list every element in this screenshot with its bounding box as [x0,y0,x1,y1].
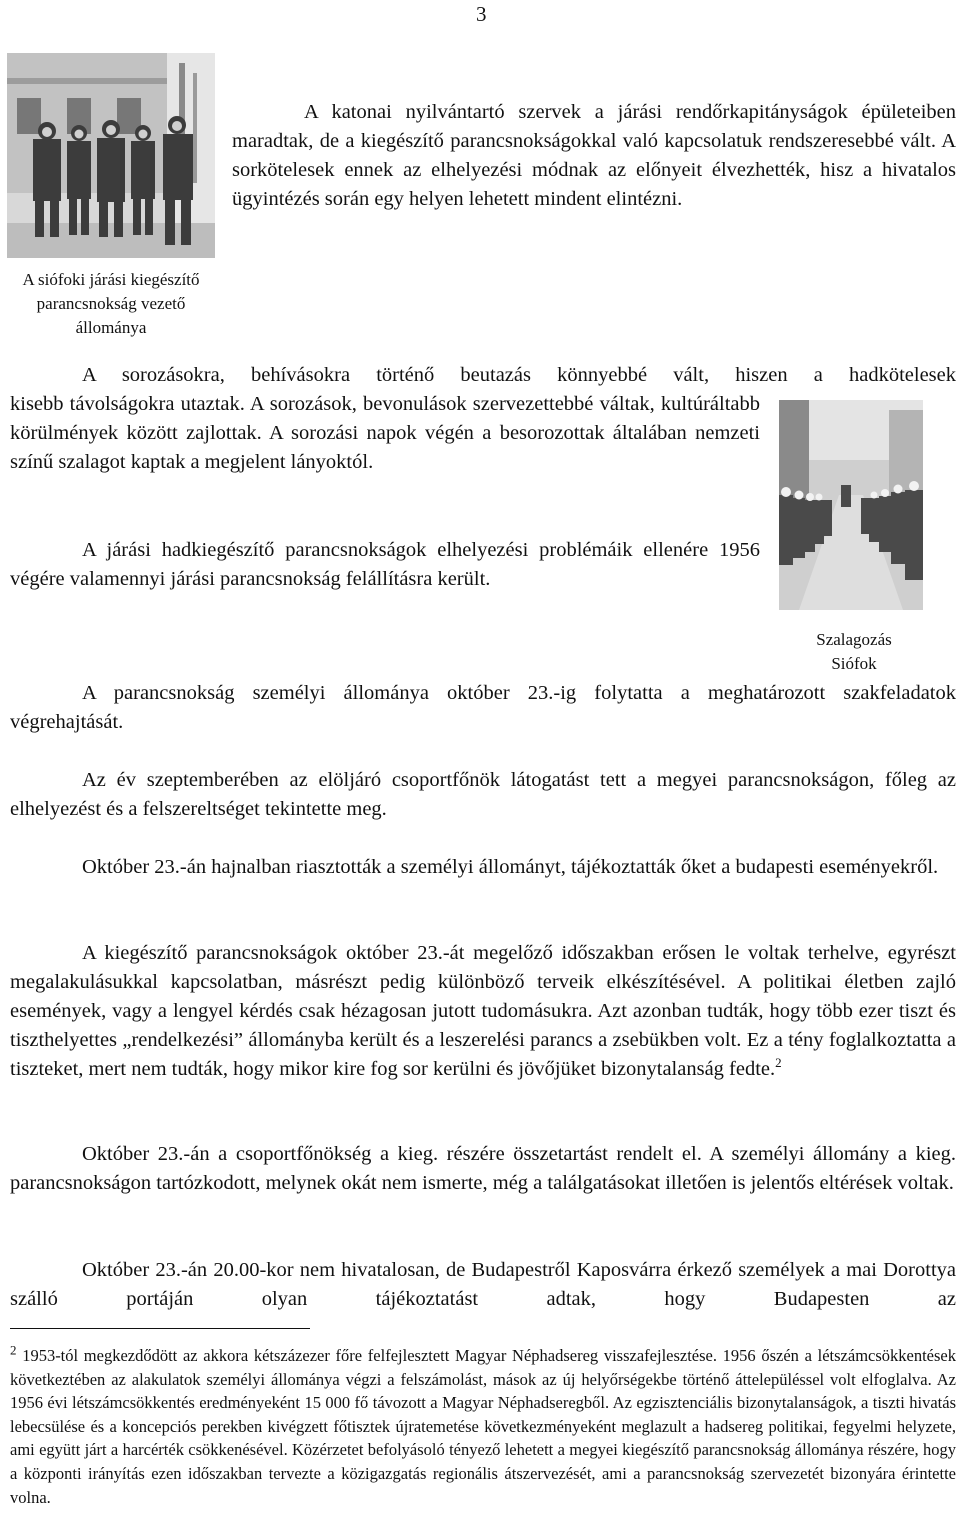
footnote-reference[interactable]: 2 [775,1055,782,1071]
ribbon-ceremony-caption [770,628,938,676]
paragraph-6 [10,853,956,882]
paragraph-1 [232,98,956,214]
paragraph-4-text: A parancsnokság személyi állománya október 23.-ig folytatta a meghatározott szakfeladatok végrehajtását. [10,682,956,733]
officers-photo-image [7,53,215,258]
officers-photo [7,53,215,258]
caption-line: Szalagozás [816,630,892,649]
paragraph-9 [10,1256,956,1314]
paragraph-9-text: Október 23.-án 20.00-kor nem hivatalosan, de Budapestről Kaposvárra érkező személyek a mai Dorottya szálló portáján olyan tájékoztatást adtak, hogy Budapesten az [10,1259,956,1310]
footnote [10,1344,956,1509]
paragraph-6-text: Október 23.-án hajnalban riasztották a személyi állományt, tájékoztatták őket a budapesti eseményekről. [82,856,939,878]
paragraph-3 [10,536,760,594]
paragraph-2-text: kisebb távolságokra utaztak. A sorozások, bevonulások szervezettebbé váltak, kultúráltabb körülmények között zajlottak. A sorozási napok végén a besorozottak általában nemzeti színű szalagot kaptak a megjelent lányoktól. [10,393,760,473]
footnote-text: 1953-tól megkezdődött az akkora kétszázezer főre felfejlesztett Magyar Néphadsereg visszafejlesztése. 1956 őszén a létszámcsökkentések következtében az alakulatok személyi állománya végzi a felszámolást, mások az új helyőrségekbe történő áttelepüléssel volt elfoglalva. Az 1956 évi létszámcsökkentés eredményeként 15 000 fő távozott a Magyar Néphadseregből. Az egzisztenciális bizonytalanságok, a tiszti hivatás lebecsülése és a koncepciós perekben kivégzett főtisztek újratemetése következményeként meglazult a hadsereg politikai, fegyelmi helyzete, ami együtt járt a harcérték csökkenésével. Közérzetet befolyásoló tényező lehetett a megyei kiegészítő parancsnokság állománya részére, hogy a központi irányítás ezen időszakban tervezte a közigazgatás regionális átszervezését, ami a parancsnokság szervezetét bizonyára érintette volna. [10,1346,956,1507]
page-number: 3 [476,2,487,26]
caption-line: parancsnokság vezető [36,294,186,313]
paragraph-8 [10,1140,956,1198]
footnote-separator [10,1328,310,1329]
caption-line: állománya [75,318,147,337]
paragraph-2-line-1-text: A sorozásokra, behívásokra történő beutazás könnyebbé vált, hiszen a hadkötelesek [82,364,956,386]
paragraph-7-text: A kiegészítő parancsnokságok október 23.-át megelőző időszakban erősen le voltak terhelve, egyrészt megalakulásukkal kapcsolatban, másrészt pedig különböző terveik elkészítésével. A politikai életben zajló események, vagy a lengyel kérdés csak hézagosan jutott tudomásukra. Azt azonban tudták, hogy több ezer tiszt és tiszthelyettes „rendelkezési” állományba került és a leszerelési parancs a zsebükben volt. Ez a tény foglalkoztatta a tiszteket, mert nem tudták, hogy mikor kire fog sor kerülni és jövőjüket bizonytalanság fedte. [10,942,956,1080]
ribbon-ceremony-photo-image [779,400,923,610]
caption-line: Siófok [831,654,877,673]
paragraph-5 [10,766,956,824]
paragraph-5-text: Az év szeptemberében az elöljáró csoportfőnök látogatást tett a megyei parancsnokságon, főleg az elhelyezést és a felszereltséget tekintette meg. [10,769,956,820]
paragraph-7 [10,939,956,1084]
caption-line: A siófoki járási kiegészítő [22,270,200,289]
officers-photo-caption [0,268,222,340]
paragraph-4 [10,679,956,737]
paragraph-8-text: Október 23.-án a csoportfőnökség a kieg. részére összetartást rendelt el. A személyi állomány a kieg. parancsnokságon tartózkodott, melynek okát nem ismerte, még a találgatásokat illetően is jelentős eltérések voltak. [10,1143,956,1194]
paragraph-2 [10,390,760,477]
paragraph-1-text: A katonai nyilvántartó szervek a járási rendőrkapitányságok épületeiben maradtak, de a kiegészítő parancsnokságokkal való kapcsolatuk rendszeresebbé vált. A sorkötelesek ennek az elhelyezési módnak az előnyeit élvezhették, hisz a hivatalos ügyintézés során egy helyen lehetett mindent elintézni. [232,101,956,210]
paragraph-3-text: A járási hadkiegészítő parancsnokságok elhelyezési problémáik ellenére 1956 végére valamennyi járási parancsnokság felállításra került. [10,539,760,590]
paragraph-2-line-1 [10,361,956,390]
ribbon-ceremony-photo [779,400,923,610]
footnote-number: 2 [10,1342,17,1358]
